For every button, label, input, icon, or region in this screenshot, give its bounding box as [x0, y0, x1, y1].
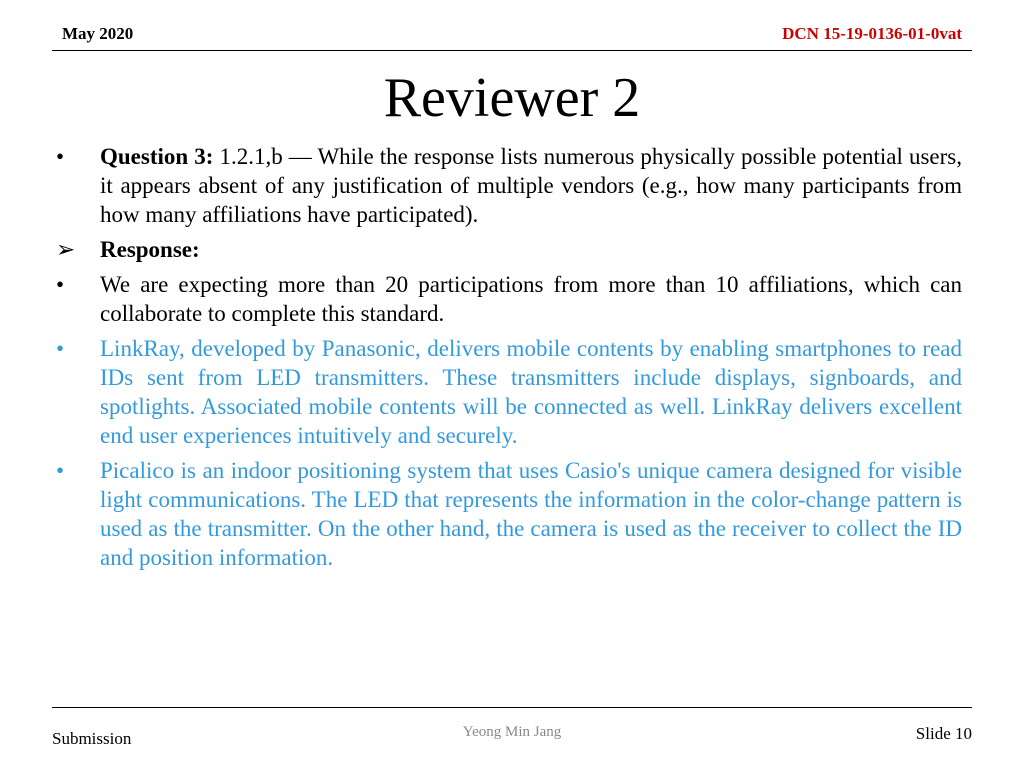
question-text: 1.2.1,b — While the response lists numerous physically possible potential users, it appears absent of any justification of multiple vendors (e.g., how many participants from how many affiliations have participated).: [100, 144, 962, 227]
question-label: Question 3:: [100, 144, 214, 169]
bullet-response-heading: [52, 235, 962, 264]
bullet-marker: •: [56, 272, 65, 297]
response-label: Response:: [100, 237, 200, 262]
header-date: May 2020: [62, 24, 134, 43]
footer-author: Yeong Min Jang: [462, 724, 562, 740]
header-dcn: DCN 15-19-0136-01-0vat: [782, 24, 962, 43]
footer-submission: Submission: [52, 729, 132, 748]
bullet-marker: •: [56, 336, 65, 361]
bullet-linkray: [52, 334, 962, 450]
bullet-marker: •: [56, 458, 65, 483]
bullet-question-3: [52, 142, 962, 229]
linkray-text: LinkRay, developed by Panasonic, delivers mobile contents by enabling smartphones to read IDs sent from LED transmitters. These transmitters include displays, signboards, and spotlights. Associated mobile contents will be connected as well. LinkRay delivers excellent end user experiences intuitively and securely.: [100, 336, 962, 448]
footer-slide-number: Slide 10: [915, 724, 972, 743]
bullet-marker: •: [56, 144, 65, 169]
bullet-response-text: [52, 270, 962, 328]
arrow-bullet-icon: ➢: [56, 237, 76, 262]
bullet-picalico: [52, 456, 962, 572]
header-divider: [52, 50, 972, 51]
picalico-text: Picalico is an indoor positioning system that uses Casio's unique camera designed for visible light communications. The LED that represents the information in the color-change pattern is used as the transmitter. On the other hand, the camera is used as the receiver to collect the ID and position information.: [100, 458, 962, 570]
response-text: We are expecting more than 20 participations from more than 10 affiliations, which can collaborate to complete this standard.: [100, 272, 962, 326]
footer-divider: [52, 707, 972, 708]
slide-title: Reviewer 2: [383, 67, 641, 129]
slide-body: [52, 142, 962, 572]
